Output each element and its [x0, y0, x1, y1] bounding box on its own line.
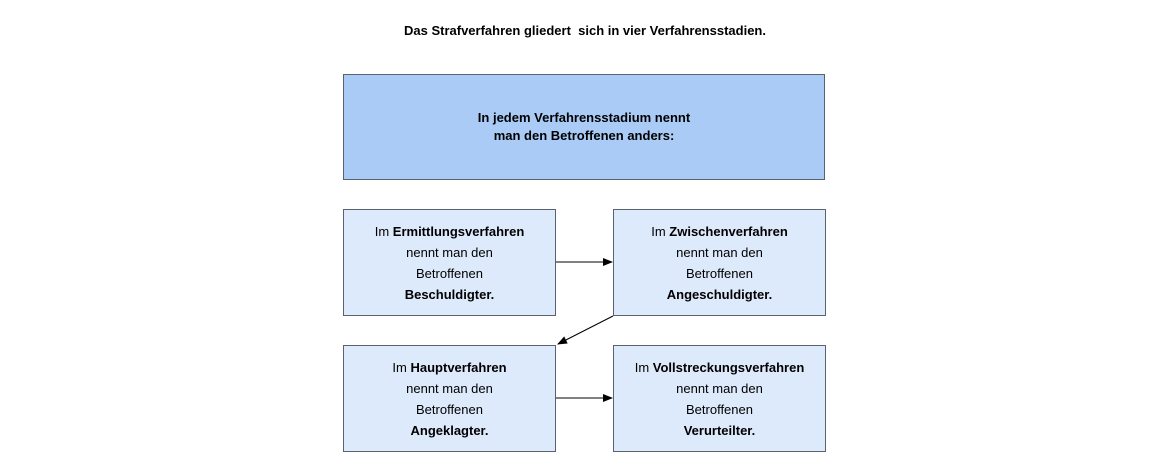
header-line-2: man den Betroffenen anders: — [493, 128, 675, 143]
stage-prefix: Im — [392, 359, 411, 375]
stage-line-2: nennt man den — [676, 380, 763, 396]
stage-line-3: Betroffenen — [686, 265, 753, 281]
stage-box-vollstreckungsverfahren — [613, 345, 826, 452]
header-box — [343, 74, 825, 180]
stage-term: Angeklagter. — [410, 422, 489, 438]
header-line-1: In jedem Verfahrensstadium nennt — [477, 110, 691, 125]
stage-line-3: Betroffenen — [686, 401, 753, 417]
stage-heading — [651, 221, 788, 242]
stage-box-ermittlungsverfahren — [343, 209, 556, 316]
stage-line-3: Betroffenen — [416, 265, 483, 281]
stage-line-2: nennt man den — [676, 244, 763, 260]
stage-prefix: Im — [634, 359, 653, 375]
stage-name: Ermittlungsverfahren — [392, 223, 525, 239]
stage-heading — [375, 221, 525, 242]
stage-line-2: nennt man den — [406, 244, 493, 260]
stage-box-hauptverfahren — [343, 345, 556, 452]
stage-heading — [635, 357, 805, 378]
stage-term: Verurteilter. — [683, 422, 756, 438]
stage-name: Vollstreckungsverfahren — [652, 359, 805, 375]
stage-name: Zwischenverfahren — [669, 223, 788, 239]
stage-line-3: Betroffenen — [416, 401, 483, 417]
stage-name: Hauptverfahren — [410, 359, 507, 375]
stage-heading — [392, 357, 506, 378]
stage-term: Angeschuldigter. — [666, 286, 773, 302]
arrow-zwischen-to-haupt — [558, 316, 613, 344]
stage-line-2: nennt man den — [406, 380, 493, 396]
stage-prefix: Im — [651, 223, 670, 239]
stage-term: Beschuldigter. — [404, 286, 495, 302]
stage-prefix: Im — [374, 223, 393, 239]
diagram-title: Das Strafverfahren gliedert sich in vier Verfahrensstadien. — [404, 23, 766, 38]
stage-box-zwischenverfahren — [613, 209, 826, 316]
